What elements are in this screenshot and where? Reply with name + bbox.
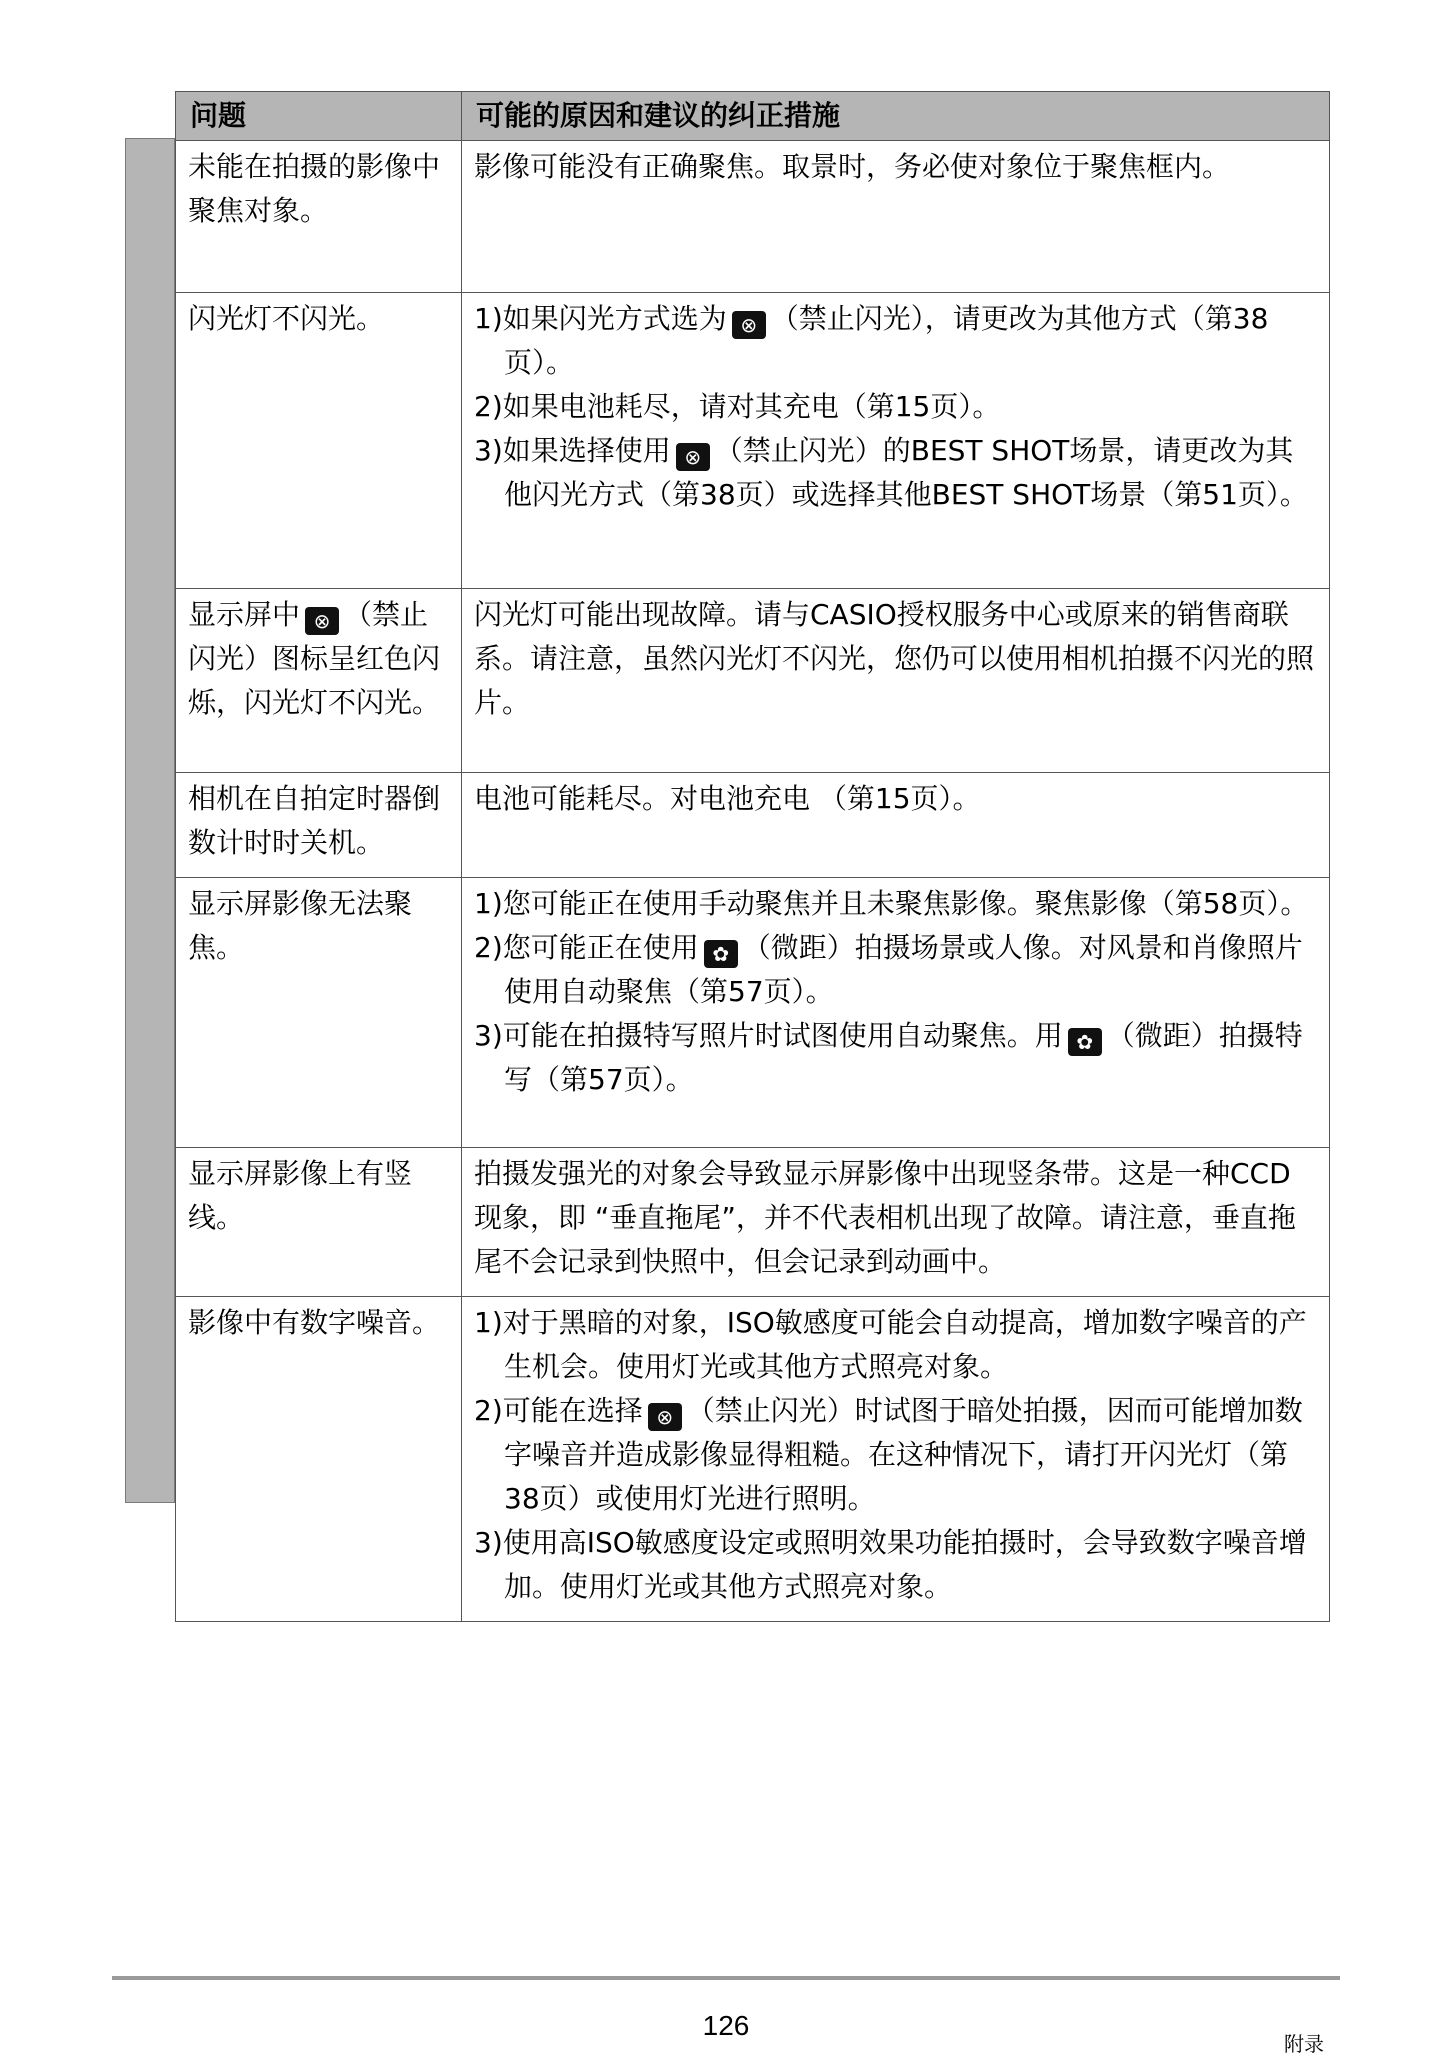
header-problem: 问题 (176, 92, 462, 141)
causes-cell (462, 141, 1330, 293)
table-row (176, 1297, 1330, 1622)
cause-text: （禁止闪光），请更改为其他方式（第38页）。 (504, 302, 1269, 379)
flash-off-icon: ⊗ (676, 443, 710, 471)
cause-text: 2)可能在选择 (474, 1394, 643, 1427)
causes-cell (462, 1148, 1330, 1297)
problem-text: 显示屏中 (188, 598, 301, 631)
cause-item: 闪光灯可能出现故障。请与CASIO授权服务中心或原来的销售商联系。请注意，虽然闪光灯不闪光，您仍可以使用相机拍摄不闪光的照片。 (474, 598, 1315, 719)
problem-cell: 未能在拍摄的影像中聚焦对象。 (176, 141, 462, 293)
page-number: 126 (702, 2010, 750, 2041)
causes-cell (462, 1297, 1330, 1622)
macro-icon: ✿ (704, 940, 738, 968)
cause-item (474, 429, 1317, 517)
table-row (176, 141, 1330, 293)
flash-off-icon: ⊗ (305, 607, 339, 635)
cause-text: 3)可能在拍摄特写照片时试图使用自动聚焦。用 (474, 1019, 1063, 1052)
table-row (176, 589, 1330, 773)
flash-off-icon: ⊗ (732, 311, 766, 339)
table-row (176, 1148, 1330, 1297)
table-row (176, 878, 1330, 1148)
cause-text: （微距）拍摄场景或人像。对风景和肖像照片使用自动聚焦（第57页）。 (504, 931, 1303, 1008)
cause-item: 2)如果电池耗尽，请对其充电（第15页）。 (474, 390, 1001, 423)
cause-text: （禁止闪光）的BEST SHOT场景，请更改为其他闪光方式（第38页）或选择其他BEST SHOT场景（第51页）。 (504, 434, 1308, 511)
cause-item (474, 1389, 1317, 1521)
causes-cell (462, 589, 1330, 773)
cause-item (474, 297, 1317, 385)
problem-cell: 显示屏影像上有竖线。 (176, 1148, 462, 1297)
flash-off-icon: ⊗ (648, 1403, 682, 1431)
problem-cell: 闪光灯不闪光。 (176, 293, 462, 589)
causes-cell (462, 878, 1330, 1148)
cause-text: （禁止闪光）时试图于暗处拍摄，因而可能增加数字噪音并造成影像显得粗糙。在这种情况下，请打开闪光灯（第38页）或使用灯光进行照明。 (504, 1394, 1303, 1515)
problem-text: （禁止闪光）图标呈红色闪烁，闪光灯不闪光。 (188, 598, 441, 719)
sidebar-tab (125, 138, 175, 1503)
cause-item (474, 1014, 1317, 1102)
section-label: 附录 (1284, 2032, 1324, 2056)
footer-rule (112, 1976, 1340, 1980)
causes-cell (462, 773, 1330, 878)
cause-item: 1)对于黑暗的对象，ISO敏感度可能会自动提高，增加数字噪音的产生机会。使用灯光或其他方式照亮对象。 (474, 1306, 1307, 1383)
cause-item (474, 926, 1317, 1014)
table-row (176, 773, 1330, 878)
table-row (176, 293, 1330, 589)
cause-item: 电池可能耗尽。对电池充电 （第15页）。 (474, 782, 981, 815)
cause-text: 3)如果选择使用 (474, 434, 671, 467)
cause-text: 2)您可能正在使用 (474, 931, 699, 964)
table-header-row (176, 92, 1330, 141)
cause-text: 1)如果闪光方式选为 (474, 302, 727, 335)
cause-item: 3)使用高ISO敏感度设定或照明效果功能拍摄时，会导致数字噪音增加。使用灯光或其他方式照亮对象。 (474, 1526, 1307, 1603)
cause-text: （微距）拍摄特写（第57页）。 (504, 1019, 1303, 1096)
problem-cell: 显示屏影像无法聚焦。 (176, 878, 462, 1148)
problem-cell: 影像中有数字噪音。 (176, 1297, 462, 1622)
cause-item: 1)您可能正在使用手动聚焦并且未聚焦影像。聚焦影像（第58页）。 (474, 887, 1309, 920)
causes-cell (462, 293, 1330, 589)
macro-icon: ✿ (1068, 1028, 1102, 1056)
troubleshooting-table (175, 91, 1330, 1622)
cause-item: 拍摄发强光的对象会导致显示屏影像中出现竖条带。这是一种CCD现象，即 “垂直拖尾”，并不代表相机出现了故障。请注意，垂直拖尾不会记录到快照中，但会记录到动画中。 (474, 1157, 1296, 1278)
problem-cell: 相机在自拍定时器倒数计时时关机。 (176, 773, 462, 878)
header-causes: 可能的原因和建议的纠正措施 (462, 92, 1330, 141)
cause-item: 影像可能没有正确聚焦。取景时，务必使对象位于聚焦框内。 (474, 150, 1231, 183)
problem-cell (176, 589, 462, 773)
